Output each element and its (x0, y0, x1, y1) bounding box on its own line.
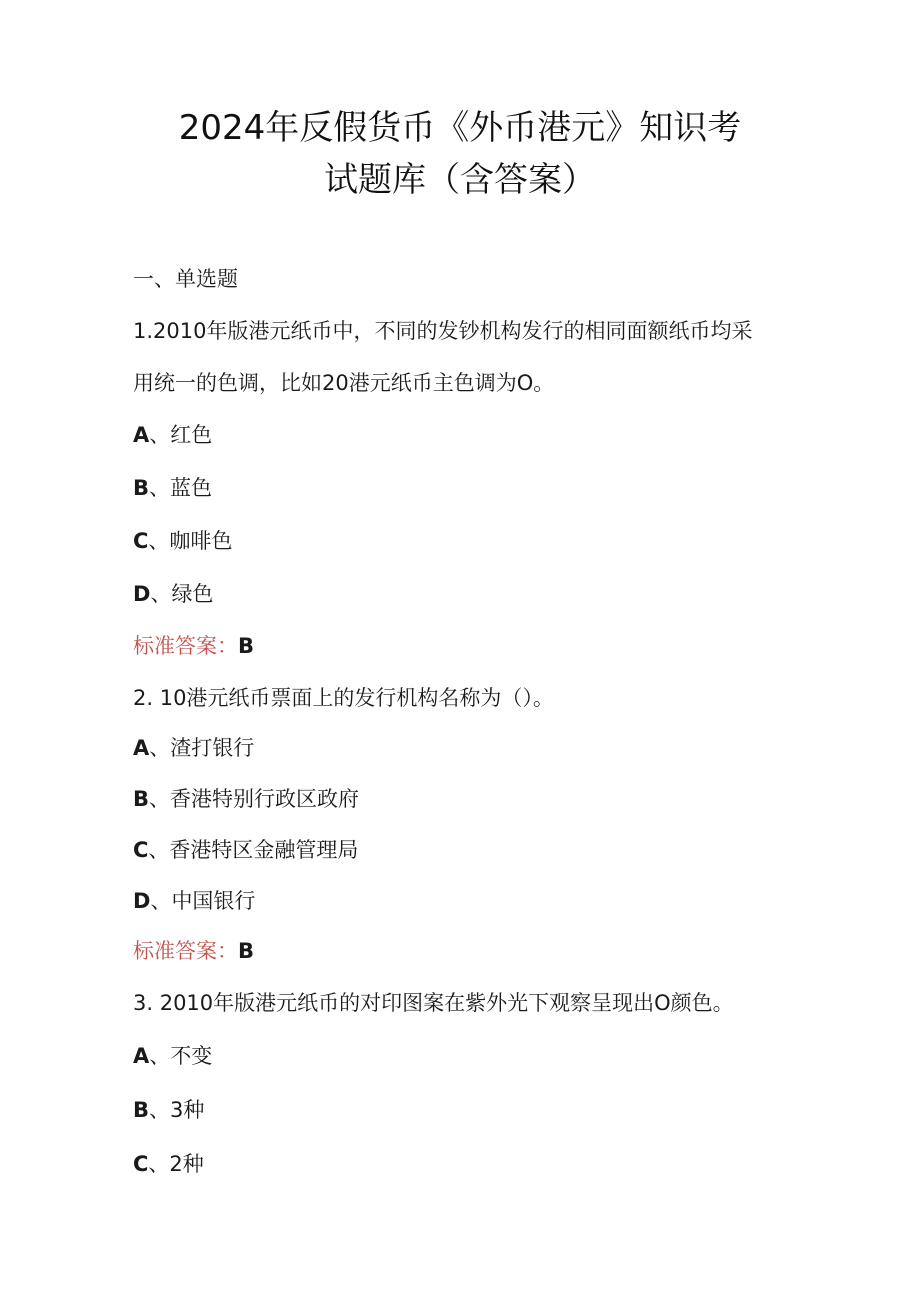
option-letter: B (133, 476, 150, 500)
option-text: 红色 (170, 423, 213, 447)
question-3-option-a (133, 1042, 212, 1070)
option-separator: 、 (149, 787, 171, 811)
option-text: 3种 (170, 1098, 205, 1122)
option-text: 香港特别行政区政府 (170, 787, 360, 811)
answer-value: B (238, 939, 255, 963)
document-title-line-2: 试题库（含答案） (324, 160, 596, 200)
question-2-option-d (133, 887, 255, 915)
option-separator: 、 (149, 736, 171, 760)
question-2-option-a (133, 734, 254, 762)
option-letter: D (133, 582, 151, 606)
option-separator: 、 (148, 529, 170, 553)
option-letter: A (133, 736, 150, 760)
section-heading: 一、单选题 (133, 267, 238, 291)
question-3-option-b (133, 1096, 204, 1124)
option-text: 渣打银行 (170, 736, 255, 760)
question-2-option-b (133, 785, 359, 813)
question-1-option-c (133, 527, 232, 555)
option-separator: 、 (149, 1098, 171, 1122)
question-1-stem-line-2: 用统一的色调，比如20港元纸币主色调为O。 (133, 371, 555, 395)
option-letter: B (133, 787, 150, 811)
option-text: 咖啡色 (169, 529, 233, 553)
document-title-line-1: 2024年反假货币《外币港元》知识考 (178, 108, 742, 148)
option-text: 不变 (170, 1044, 213, 1068)
option-separator: 、 (148, 838, 170, 862)
option-separator: 、 (149, 476, 171, 500)
question-2-answer (133, 937, 254, 965)
option-text: 绿色 (171, 582, 214, 606)
question-1-option-a (133, 421, 212, 449)
question-1-stem-line-1: 1.2010年版港元纸币中，不同的发钞机构发行的相同面额纸币均采 (133, 319, 753, 343)
answer-label: 标准答案： (133, 939, 238, 963)
question-2-stem: 2. 10港元纸币票面上的发行机构名称为（）。 (133, 686, 554, 710)
question-3-option-c (133, 1150, 204, 1178)
question-2-option-c (133, 836, 358, 864)
option-separator: 、 (149, 1044, 171, 1068)
option-text: 蓝色 (170, 476, 213, 500)
option-letter: A (133, 423, 150, 447)
option-separator: 、 (150, 889, 172, 913)
option-letter: B (133, 1098, 150, 1122)
option-letter: A (133, 1044, 150, 1068)
option-separator: 、 (148, 1152, 170, 1176)
option-text: 香港特区金融管理局 (169, 838, 359, 862)
option-separator: 、 (149, 423, 171, 447)
question-3-stem: 3. 2010年版港元纸币的对印图案在紫外光下观察呈现出O颜色。 (133, 991, 734, 1015)
question-1-option-b (133, 474, 212, 502)
option-text: 中国银行 (171, 889, 256, 913)
option-letter: C (133, 529, 149, 553)
question-1-option-d (133, 580, 213, 608)
question-1-answer (133, 632, 254, 660)
option-letter: C (133, 1152, 149, 1176)
option-text: 2种 (169, 1152, 204, 1176)
option-separator: 、 (150, 582, 172, 606)
answer-label: 标准答案： (133, 634, 238, 658)
option-letter: C (133, 838, 149, 862)
answer-value: B (238, 634, 255, 658)
option-letter: D (133, 889, 151, 913)
